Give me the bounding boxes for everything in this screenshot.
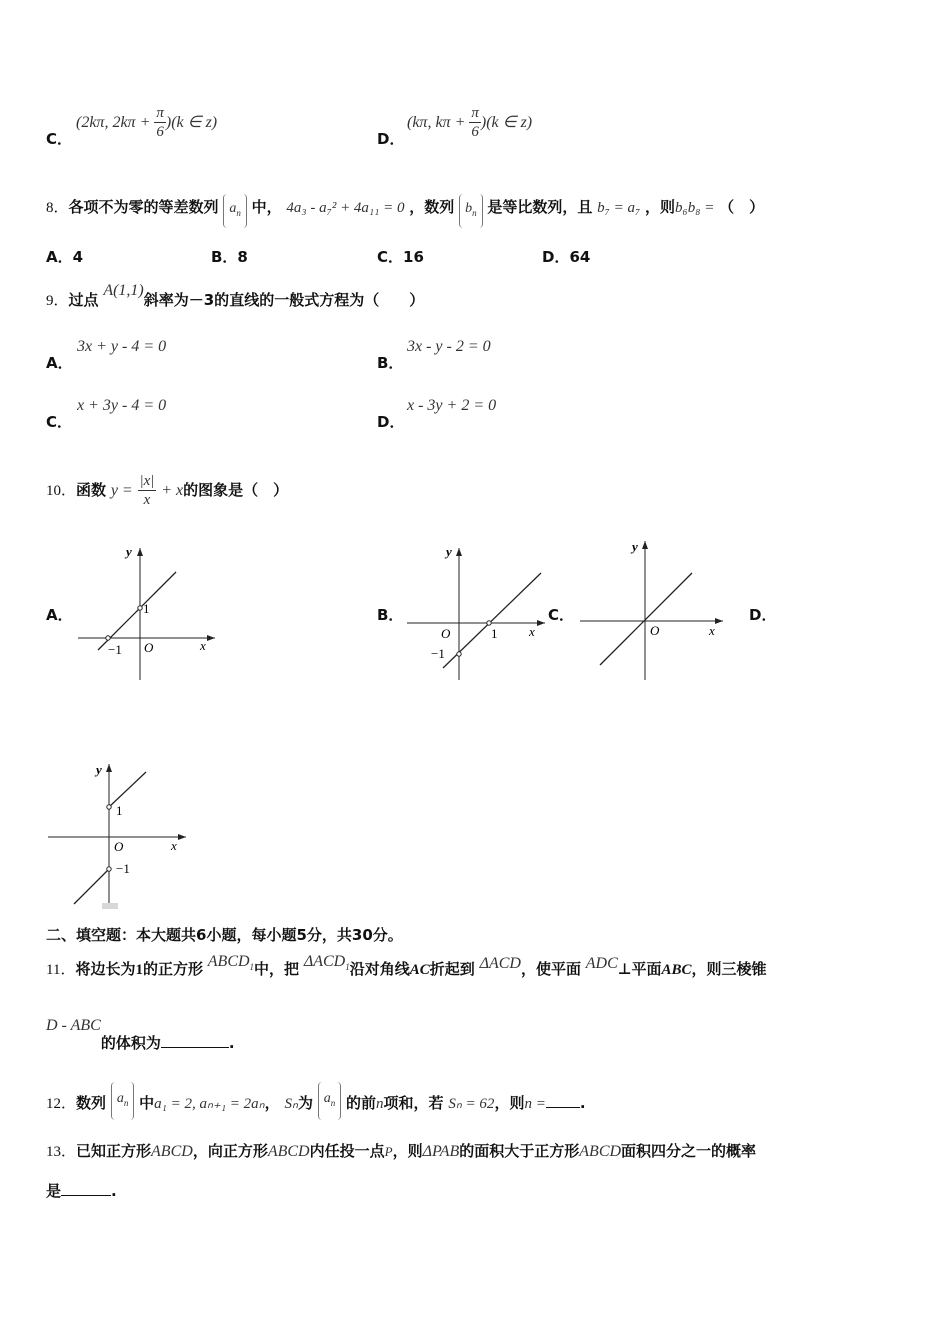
graph-c-origin: O [650,623,660,638]
q12-stem: 12．数列 $a_n$ 中a₁ = 2, aₙ₊₁ = 2aₙ， Sₙ为 $a_n$ 的前n项和，若 Sₙ = 62，则n = . [46,1086,586,1126]
q12-answer-blank[interactable] [546,1107,580,1108]
graph-d-minus-one: −1 [116,861,130,876]
graph-b-x-arrow [537,620,545,626]
graph-d-hole-bottom [107,867,111,871]
graph-d-x-label: x [171,838,177,853]
graph-c [578,535,728,685]
q10-option-b-label: B． [377,606,404,624]
graph-d-origin: O [114,839,124,854]
graph-d-line-lower [74,869,109,904]
q8-option-c: C．16 [377,248,424,266]
q13-answer-blank[interactable] [61,1195,111,1196]
q8-seq-b: $b_n$ [459,194,483,228]
graph-d-hole-top [107,805,111,809]
q13-stem: 13．已知正方形ABCD，向正方形ABCD内任投一点P，则ΔPAB的面积大于正方形ABCD面积四分之一的概率 [46,1142,757,1160]
graph-d [46,758,196,913]
graph-d-scan-mark [102,903,118,909]
graph-b-one: 1 [491,626,498,641]
q9-option-a: 3x + y - 4 = 0 [77,338,167,355]
q9-option-a-label: A． [46,354,73,372]
q8-option-d: D．64 [542,248,591,266]
graph-d-one: 1 [116,803,123,818]
graph-a-y-arrow [137,548,143,556]
graph-a-x-label: x [200,638,206,653]
graph-d-y-arrow [106,764,112,772]
q10-option-a-label: A． [46,606,73,624]
graph-d-y-label: y [96,762,102,777]
q8-stem: 8．各项不为零的等差数列 $a_n$ 中， 4a₃ - a₇² + 4a₁₁ = 0 ，数列 $b_n$ 是等比数列，且 b₇ = a₇ ，则b₆b₈ = （ ） [46,192,764,228]
graph-b [405,540,550,685]
q9-option-c: x + 3y - 4 = 0 [77,397,167,414]
q9-option-d: x - 3y + 2 = 0 [407,397,497,414]
q13-stem-line2: 是 . [46,1182,117,1200]
graph-a-hole-top [138,606,142,610]
graph-b-y-label: y [446,544,452,559]
q9-option-b: 3x - y - 2 = 0 [407,338,491,355]
q7-option-d-expression: (kπ, kπ + $\frac{\pi}{6}$ )(k ∈ z) [407,105,533,140]
graph-b-minus-one: −1 [431,646,445,661]
graph-b-x-label: x [529,624,535,639]
q11-stem-line2: D - ABC的体积为 . [46,1017,235,1052]
q8-seq-a: $a_n$ [223,194,247,228]
graph-b-y-arrow [456,548,462,556]
q8-option-a: A．4 [46,248,84,266]
graph-c-line [600,573,692,665]
q10-option-c-label: C． [548,606,575,624]
q7-option-c-label: C． [46,130,73,148]
q7-option-c-expression: (2kπ, 2kπ + $\frac{\pi}{6}$ )(k ∈ z) [76,105,218,140]
q9-option-c-label: C． [46,413,73,431]
section-2-title: 二、填空题：本大题共6小题，每小题5分，共30分。 [46,926,403,944]
graph-a-hole-left [106,636,110,640]
graph-b-origin: O [441,626,451,641]
graph-d-line-upper [109,772,146,807]
q10-fraction: $\frac{|x|}{x}$ [139,473,155,508]
graph-c-y-label: y [632,539,638,554]
graph-d-x-arrow [178,834,186,840]
q10-stem: 10．函数 y = $\frac{|x|}{x}$ + x的图象是（ ） [46,473,289,508]
graph-c-x-label: x [709,623,715,638]
graph-a-one: 1 [143,601,150,616]
graph-a-y-label: y [126,544,132,559]
q9-option-b-label: B． [377,354,404,372]
q8-option-b: B．8 [211,248,248,266]
graph-a-x-arrow [207,635,215,641]
q11-stem: 11．将边长为1的正方形 $ABCD_1$中，把 $\Delta ACD_1$沿对角线AC折起到 ΔACD，使平面 ADC⊥平面ABC，则三棱锥 [46,953,767,978]
graph-c-y-arrow [642,541,648,549]
q10-option-d-label: D． [749,606,777,624]
graph-a-minus-one: −1 [108,642,122,657]
q7-option-d-label: D． [377,130,405,148]
graph-b-hole-bottom [457,652,461,656]
q9-option-d-label: D． [377,413,405,431]
graph-a [70,540,220,685]
graph-c-x-arrow [715,618,723,624]
graph-a-origin: O [144,640,154,655]
graph-b-hole-right [487,621,491,625]
q11-answer-blank[interactable] [161,1047,229,1048]
q9-stem: 9．过点 A(1,1)斜率为－3的直线的一般式方程为（ ） [46,282,425,309]
